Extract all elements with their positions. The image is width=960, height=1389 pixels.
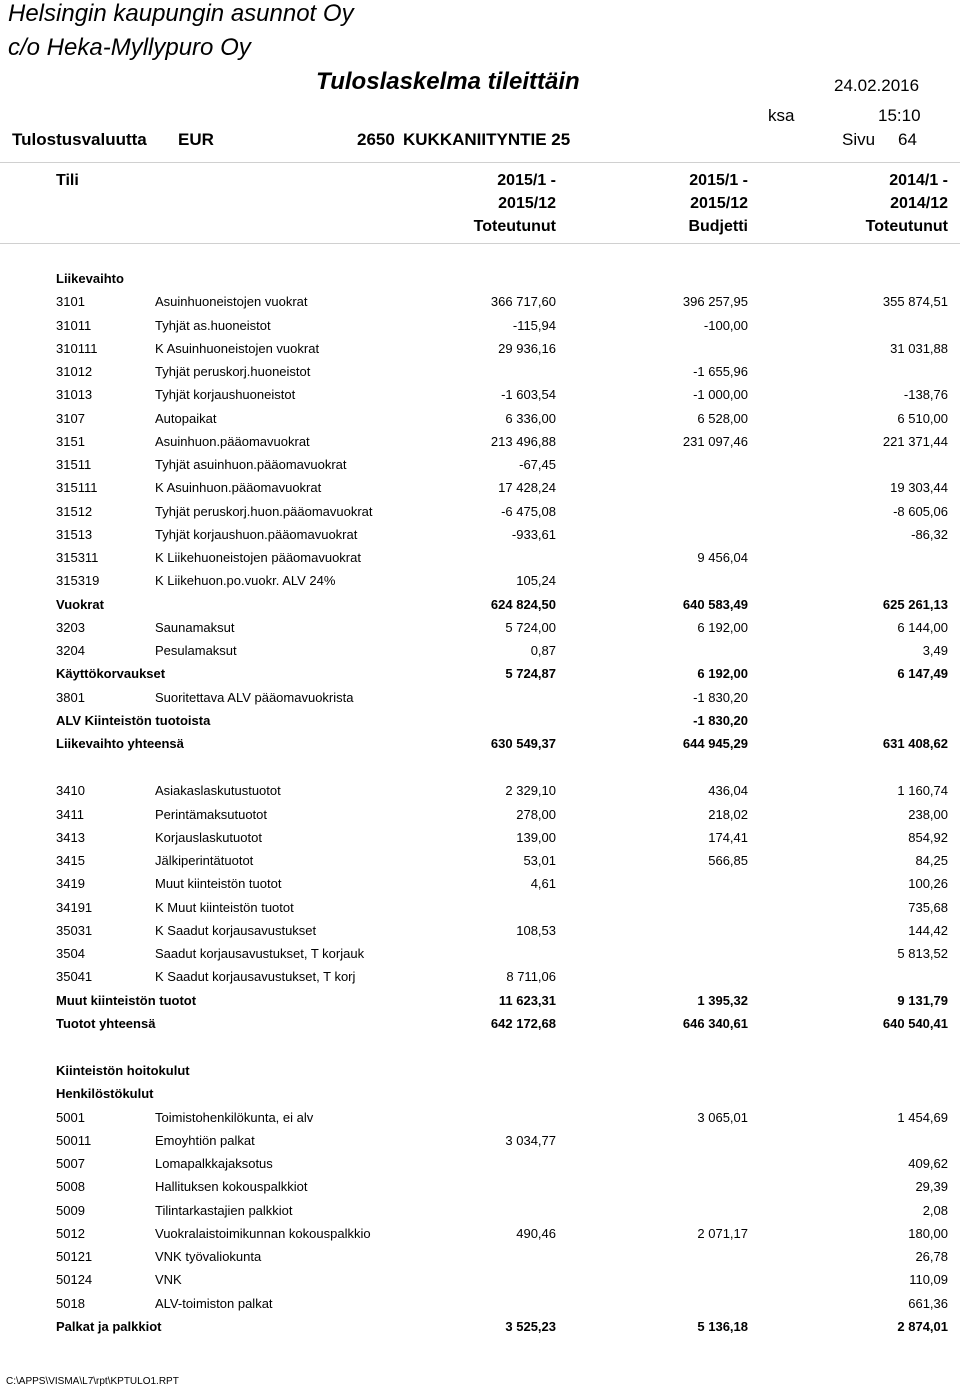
header-rule-bottom xyxy=(0,243,960,244)
account-code: 5018 xyxy=(56,1295,85,1311)
account-name: Toimistohenkilökunta, ei alv xyxy=(155,1109,314,1125)
value-2014-actual: 6 510,00 xyxy=(897,410,948,426)
value-2014-actual: 110,09 xyxy=(909,1272,948,1288)
company-subname: c/o Heka-Myllypuro Oy xyxy=(8,34,251,61)
account-code: 3413 xyxy=(56,829,85,845)
value-2014-actual: 1 160,74 xyxy=(897,783,948,799)
value-2015-actual: 139,00 xyxy=(516,829,556,845)
table-row xyxy=(0,569,960,592)
table-row xyxy=(0,1152,960,1175)
account-name: VNK työvaliokunta xyxy=(155,1249,262,1264)
account-name: Tyhjät peruskorj.huoneistot xyxy=(155,364,311,379)
table-row xyxy=(0,430,960,453)
account-code: 3419 xyxy=(56,876,85,892)
table-row xyxy=(0,942,960,965)
table-row xyxy=(0,383,960,406)
table-row xyxy=(0,1106,960,1129)
table-row xyxy=(0,1222,960,1245)
value-2014-actual: 640 540,41 xyxy=(882,1015,948,1031)
col2-header-line2: 2015/12 xyxy=(690,195,748,212)
account-code: 315111 xyxy=(56,480,98,496)
value-2015-budget: 640 583,49 xyxy=(682,596,748,612)
value-2015-actual: 17 428,24 xyxy=(498,480,556,496)
subtotal-label: Palkat ja palkkiot xyxy=(56,1318,162,1334)
account-code: 5009 xyxy=(56,1202,85,1218)
subtotal-row xyxy=(0,989,960,1012)
account-name: K Asuinhuon.pääomavuokrat xyxy=(155,480,322,496)
account-name: Autopaikat xyxy=(155,410,217,426)
subtotal-row xyxy=(0,1012,960,1035)
section-heading-label: Kiinteistön hoitokulut xyxy=(56,1063,190,1078)
subtotal-label: Tuotot yhteensä xyxy=(56,1015,156,1031)
value-2015-budget: 174,41 xyxy=(708,829,748,845)
section-heading-label: Henkilöstökulut xyxy=(56,1086,154,1102)
account-name: ALV-toimiston palkat xyxy=(155,1295,273,1311)
value-2015-actual: 53,01 xyxy=(523,853,556,868)
account-code: 34191 xyxy=(56,899,93,915)
value-2015-budget: 6 192,00 xyxy=(697,619,748,635)
value-2014-actual: 6 144,00 xyxy=(897,619,948,635)
account-name: Perintämaksutuotot xyxy=(155,806,268,822)
col1-header-line2: 2015/12 xyxy=(498,195,556,212)
header-rule-top xyxy=(0,162,960,163)
account-name: Muut kiinteistön tuotot xyxy=(155,876,282,892)
property-code: 2650 xyxy=(357,130,395,149)
col-account-header: Tili xyxy=(56,172,79,189)
report-date: 24.02.2016 xyxy=(834,76,920,95)
table-row xyxy=(0,849,960,872)
value-2014-actual: 19 303,44 xyxy=(890,480,948,496)
col2-header-line3: Budjetti xyxy=(688,218,748,235)
value-2014-actual: 9 131,79 xyxy=(897,992,948,1008)
account-code: 3415 xyxy=(56,853,85,868)
value-2014-actual: 625 261,13 xyxy=(882,596,948,612)
value-2014-actual: 355 874,51 xyxy=(882,294,948,310)
account-code: 3204 xyxy=(56,643,85,658)
table-row xyxy=(0,290,960,313)
table-row xyxy=(0,639,960,662)
account-code: 3101 xyxy=(56,294,85,310)
value-2015-actual: 5 724,87 xyxy=(505,666,556,682)
value-2015-actual: 3 525,23 xyxy=(505,1318,556,1334)
col1-header-line1: 2015/1 - xyxy=(497,172,556,189)
value-2015-budget: -100,00 xyxy=(703,317,748,333)
value-2015-budget: 644 945,29 xyxy=(682,736,748,751)
value-2015-budget: -1 830,20 xyxy=(693,689,748,705)
subtotal-label: Liikevaihto yhteensä xyxy=(56,736,184,751)
account-name: Tilintarkastajien palkkiot xyxy=(155,1202,293,1218)
account-code: 50121 xyxy=(56,1249,93,1264)
account-name: Suoritettava ALV pääomavuokrista xyxy=(155,689,354,705)
table-row xyxy=(0,1199,960,1222)
table-row xyxy=(0,546,960,569)
value-2014-actual: 661,36 xyxy=(908,1295,948,1311)
value-2014-actual: -8 605,06 xyxy=(893,503,948,519)
value-2015-budget: 566,85 xyxy=(708,853,748,868)
subtotal-row xyxy=(0,593,960,616)
account-name: Vuokralaistoimikunnan kokouspalkkio xyxy=(155,1225,371,1241)
value-2015-actual: 490,46 xyxy=(516,1225,556,1241)
value-2015-actual: 278,00 xyxy=(516,806,556,822)
account-code: 31011 xyxy=(56,317,92,333)
value-2015-budget: 5 136,18 xyxy=(697,1318,748,1334)
value-2015-actual: 2 329,10 xyxy=(505,783,556,799)
value-2014-actual: -138,76 xyxy=(903,387,948,403)
value-2014-actual: 31 031,88 xyxy=(890,340,948,356)
subtotal-label: Vuokrat xyxy=(56,596,104,612)
report-user: ksa xyxy=(768,106,795,125)
value-2014-actual: 2,08 xyxy=(922,1202,948,1218)
value-2015-budget: 646 340,61 xyxy=(682,1015,748,1031)
value-2015-budget: 436,04 xyxy=(708,783,748,799)
table-row xyxy=(0,476,960,499)
table-row xyxy=(0,686,960,709)
value-2014-actual: 100,26 xyxy=(908,876,948,892)
account-name: Tyhjät korjaushuon.pääomavuokrat xyxy=(155,526,358,542)
value-2015-actual: 108,53 xyxy=(516,922,556,938)
value-2014-actual: 144,42 xyxy=(908,922,948,938)
table-row xyxy=(0,1175,960,1198)
value-2014-actual: 3,49 xyxy=(922,643,948,658)
page-label: Sivu xyxy=(842,130,876,149)
value-2015-budget: 1 395,32 xyxy=(697,992,748,1008)
value-2015-actual: -933,61 xyxy=(511,526,556,542)
account-name: Korjauslaskutuotot xyxy=(155,829,262,845)
account-name: K Liikehuon.po.vuokr. ALV 24% xyxy=(155,573,336,589)
report-file-path: C:\APPS\VISMA\L7\rpt\KPTULO1.RPT xyxy=(6,1376,179,1387)
company-name: Helsingin kaupungin asunnot Oy xyxy=(8,0,354,27)
value-2015-budget: 6 528,00 xyxy=(697,410,748,426)
table-row xyxy=(0,1292,960,1315)
account-code: 50011 xyxy=(56,1132,92,1148)
value-2014-actual: 29,39 xyxy=(915,1179,948,1195)
account-code: 5007 xyxy=(56,1156,85,1171)
account-name: Lomapalkkajaksotus xyxy=(155,1156,273,1171)
value-2014-actual: 84,25 xyxy=(915,853,948,868)
value-2014-actual: 238,00 xyxy=(908,806,948,822)
account-code: 5001 xyxy=(56,1109,85,1125)
table-row xyxy=(0,965,960,988)
account-name: Jälkiperintätuotot xyxy=(155,853,254,868)
subtotal-row xyxy=(0,732,960,755)
table-row xyxy=(0,407,960,430)
account-name: Asiakaslaskutustuotot xyxy=(155,783,281,799)
col3-header-line3: Toteutunut xyxy=(865,218,948,235)
value-2015-actual: 4,61 xyxy=(530,876,556,892)
subtotal-label: Muut kiinteistön tuotot xyxy=(56,992,197,1008)
report-time: 15:10 xyxy=(878,106,921,125)
account-name: Tyhjät peruskorj.huon.pääomavuokrat xyxy=(155,503,373,519)
value-2015-actual: 8 711,06 xyxy=(506,969,556,985)
table-row xyxy=(0,1268,960,1291)
account-name: K Saadut korjausavustukset, T korj xyxy=(155,969,356,985)
value-2015-actual: -6 475,08 xyxy=(501,503,556,519)
value-2014-actual: 180,00 xyxy=(908,1225,948,1241)
value-2014-actual: 631 408,62 xyxy=(882,736,948,751)
value-2015-budget: -1 830,20 xyxy=(693,712,748,728)
account-name: K Saadut korjausavustukset xyxy=(155,922,317,938)
value-2015-budget: 218,02 xyxy=(708,806,748,822)
table-row xyxy=(0,896,960,919)
table-row xyxy=(0,337,960,360)
table-row xyxy=(0,360,960,383)
value-2014-actual: 2 874,01 xyxy=(897,1318,948,1334)
section-heading xyxy=(0,1059,960,1082)
table-row xyxy=(0,616,960,639)
account-code: 315319 xyxy=(56,573,100,589)
table-row xyxy=(0,314,960,337)
subtotal-label: Käyttökorvaukset xyxy=(56,666,166,682)
table-row xyxy=(0,1245,960,1268)
account-code: 3801 xyxy=(56,689,85,705)
value-2015-actual: 29 936,16 xyxy=(498,340,556,356)
value-2014-actual: 735,68 xyxy=(908,899,948,915)
section-heading-label: Liikevaihto xyxy=(56,271,124,286)
account-code: 31012 xyxy=(56,364,93,379)
table-row xyxy=(0,500,960,523)
value-2015-budget: 6 192,00 xyxy=(697,666,748,682)
value-2015-budget: 231 097,46 xyxy=(682,433,748,449)
col1-header-line3: Toteutunut xyxy=(473,218,556,235)
value-2015-actual: 105,24 xyxy=(516,573,556,589)
table-row xyxy=(0,826,960,849)
account-name: Tyhjät as.huoneistot xyxy=(155,317,271,333)
value-2014-actual: -86,32 xyxy=(911,526,948,542)
account-code: 3151 xyxy=(56,433,85,449)
subtotal-label: ALV Kiinteistön tuotoista xyxy=(56,712,211,728)
account-name: K Muut kiinteistön tuotot xyxy=(155,899,294,915)
account-code: 31513 xyxy=(56,526,93,542)
value-2015-actual: 642 172,68 xyxy=(490,1015,556,1031)
table-row xyxy=(0,779,960,802)
value-2015-budget: 3 065,01 xyxy=(697,1109,748,1125)
account-code: 3504 xyxy=(56,946,85,961)
account-name: Hallituksen kokouspalkkiot xyxy=(155,1179,308,1195)
currency-label: Tulostusvaluutta xyxy=(12,130,147,149)
account-name: K Asuinhuoneistojen vuokrat xyxy=(155,340,320,356)
value-2015-budget: 2 071,17 xyxy=(697,1225,748,1241)
page-number: 64 xyxy=(898,130,917,149)
account-code: 315311 xyxy=(56,550,99,565)
account-name: Asuinhuon.pääomavuokrat xyxy=(155,433,310,449)
account-name: Saunamaksut xyxy=(155,619,235,635)
section-heading xyxy=(0,1082,960,1105)
table-row xyxy=(0,1129,960,1152)
value-2014-actual: 6 147,49 xyxy=(897,666,948,682)
table-row xyxy=(0,523,960,546)
account-code: 3411 xyxy=(56,806,84,822)
col2-header-line1: 2015/1 - xyxy=(689,172,748,189)
value-2015-actual: 6 336,00 xyxy=(505,410,556,426)
account-code: 31512 xyxy=(56,503,93,519)
account-code: 3203 xyxy=(56,619,85,635)
value-2015-actual: 624 824,50 xyxy=(490,596,556,612)
section-heading xyxy=(0,267,960,290)
value-2015-budget: -1 000,00 xyxy=(693,387,748,403)
value-2015-actual: -1 603,54 xyxy=(501,387,556,403)
report-title: Tuloslaskelma tileittäin xyxy=(316,68,580,95)
value-2015-actual: 5 724,00 xyxy=(505,619,556,635)
value-2015-actual: 366 717,60 xyxy=(490,294,556,310)
account-code: 5012 xyxy=(56,1225,85,1241)
account-code: 31013 xyxy=(56,387,93,403)
account-name: Emoyhtiön palkat xyxy=(155,1132,255,1148)
account-name: Tyhjät korjaushuoneistot xyxy=(155,387,296,403)
value-2015-actual: 213 496,88 xyxy=(490,433,556,449)
account-name: Saadut korjausavustukset, T korjauk xyxy=(155,946,365,961)
currency-value: EUR xyxy=(178,130,214,149)
value-2015-actual: 11 623,31 xyxy=(498,992,556,1008)
account-code: 31511 xyxy=(56,457,92,472)
account-code: 310111 xyxy=(56,340,98,356)
account-name: Tyhjät asuinhuon.pääomavuokrat xyxy=(155,457,347,472)
account-name: K Liikehuoneistojen pääomavuokrat xyxy=(155,550,361,565)
account-name: VNK xyxy=(155,1272,182,1288)
value-2014-actual: 5 813,52 xyxy=(897,946,948,961)
subtotal-row xyxy=(0,709,960,732)
account-name: Asuinhuoneistojen vuokrat xyxy=(155,294,308,310)
value-2015-actual: -115,94 xyxy=(512,317,556,333)
value-2015-budget: 9 456,04 xyxy=(697,550,748,565)
value-2015-actual: 0,87 xyxy=(530,643,556,658)
table-row xyxy=(0,453,960,476)
account-name: Pesulamaksut xyxy=(155,643,237,658)
account-code: 50124 xyxy=(56,1272,93,1288)
table-row xyxy=(0,919,960,942)
table-row xyxy=(0,803,960,826)
value-2015-budget: -1 655,96 xyxy=(693,364,748,379)
subtotal-row xyxy=(0,1315,960,1338)
value-2014-actual: 26,78 xyxy=(915,1249,948,1264)
account-code: 3107 xyxy=(56,410,85,426)
account-code: 3410 xyxy=(56,783,85,799)
account-code: 35041 xyxy=(56,969,93,985)
value-2015-actual: 3 034,77 xyxy=(505,1132,556,1148)
account-code: 5008 xyxy=(56,1179,85,1195)
value-2014-actual: 221 371,44 xyxy=(882,433,948,449)
col3-header-line2: 2014/12 xyxy=(890,195,948,212)
value-2014-actual: 409,62 xyxy=(908,1156,948,1171)
property-name: KUKKANIITYNTIE 25 xyxy=(403,130,571,149)
account-code: 35031 xyxy=(56,922,93,938)
col3-header-line1: 2014/1 - xyxy=(889,172,948,189)
value-2015-actual: 630 549,37 xyxy=(490,736,556,751)
subtotal-row xyxy=(0,662,960,685)
value-2015-budget: 396 257,95 xyxy=(682,294,748,310)
table-row xyxy=(0,872,960,895)
value-2014-actual: 1 454,69 xyxy=(897,1109,948,1125)
value-2014-actual: 854,92 xyxy=(908,829,948,845)
value-2015-actual: -67,45 xyxy=(519,457,556,472)
